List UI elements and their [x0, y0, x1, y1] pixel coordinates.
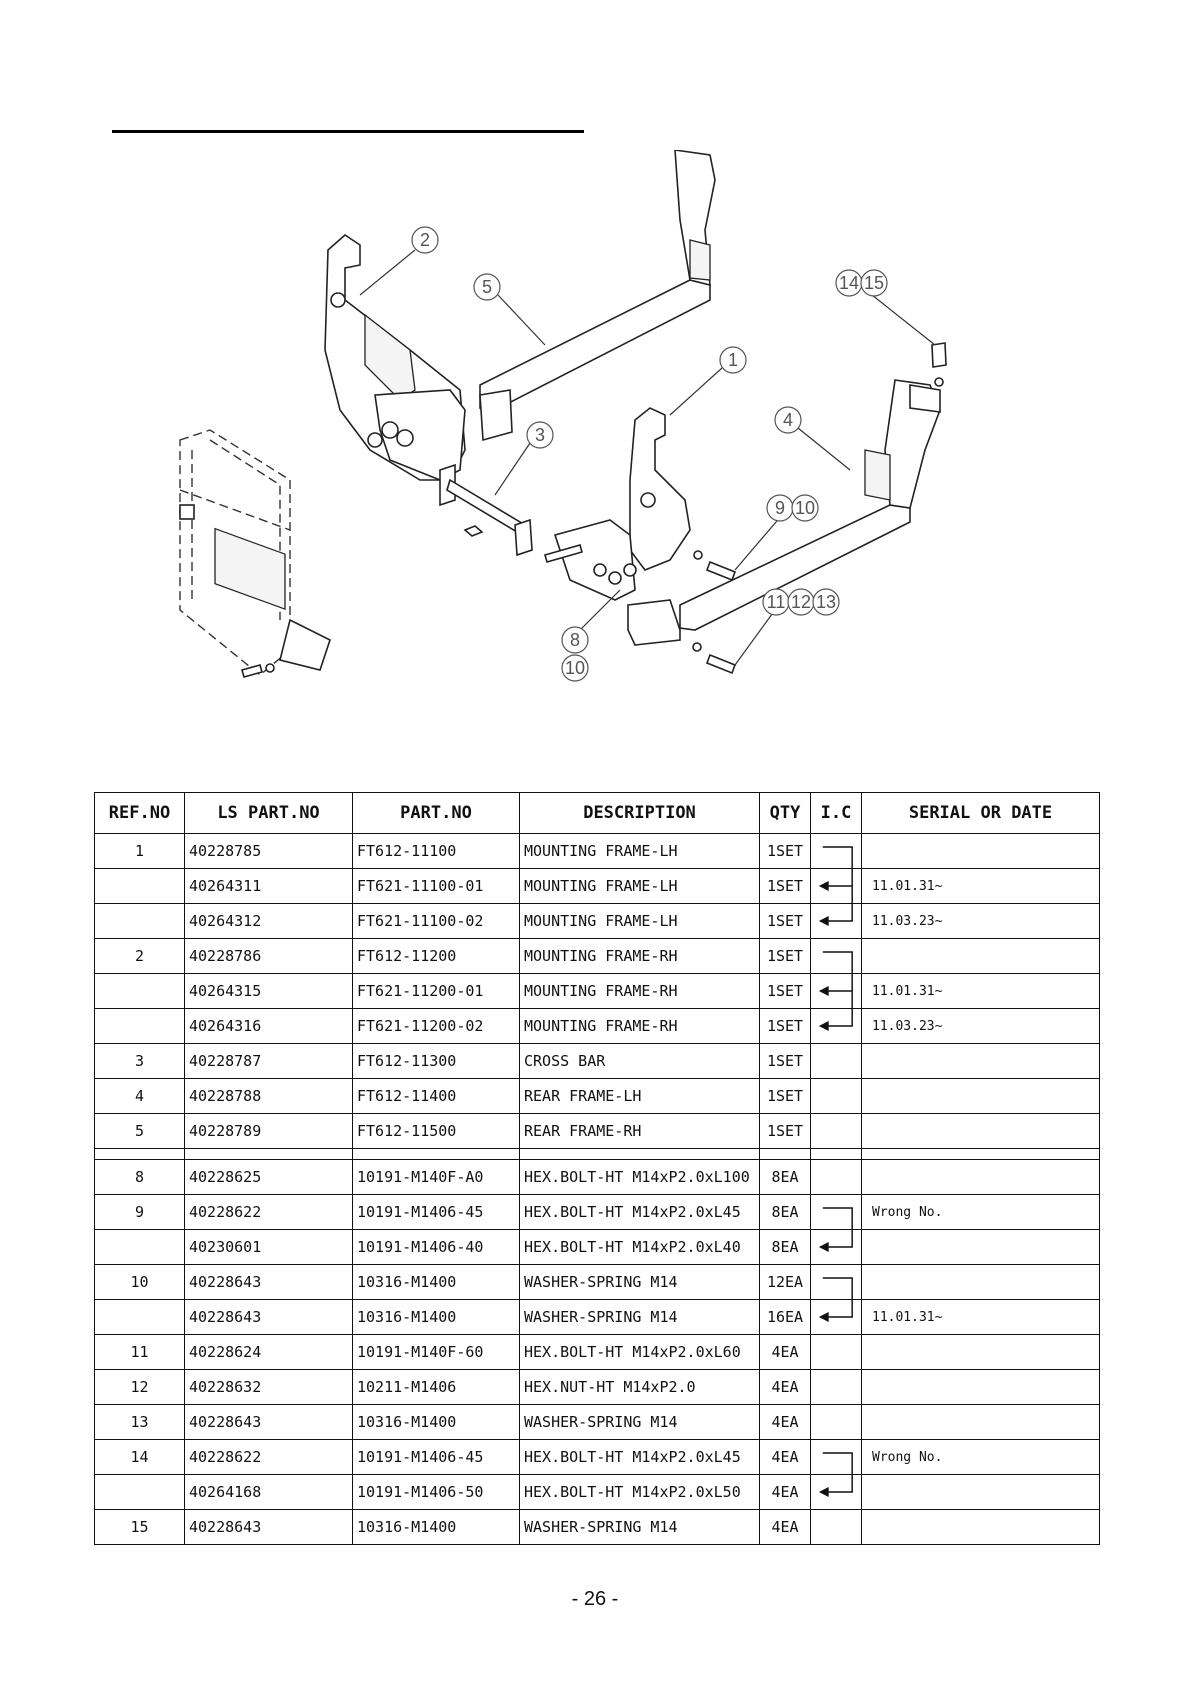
interchange-cell: [811, 1370, 862, 1405]
interchange-arrow-icon: [811, 834, 861, 868]
header-description: DESCRIPTION: [520, 793, 760, 834]
ls-part-cell: 40230601: [185, 1230, 353, 1265]
gap-cell: [185, 1149, 353, 1160]
serial-date-cell: [862, 1079, 1100, 1114]
svg-text:9: 9: [774, 498, 786, 518]
ref-cell: [95, 1009, 185, 1044]
interchange-cell: [811, 1335, 862, 1370]
svg-text:15: 15: [863, 273, 885, 293]
part-no-cell: 10316-M1400: [353, 1405, 520, 1440]
qty-cell: 8EA: [760, 1160, 811, 1195]
interchange-arrow-icon: [811, 1009, 861, 1043]
qty-cell: 8EA: [760, 1230, 811, 1265]
interchange-arrow-icon: [811, 869, 861, 903]
table-row: [95, 1044, 1100, 1079]
part-no-cell: 10316-M1400: [353, 1265, 520, 1300]
interchange-arrow-icon: [811, 1230, 861, 1264]
svg-text:3: 3: [534, 425, 546, 445]
mounting-frame-rh: [325, 235, 465, 480]
interchange-cell: [811, 1265, 862, 1300]
part-no-cell: 10191-M1406-45: [353, 1440, 520, 1475]
callout-14: [836, 270, 862, 296]
table-row: [95, 1265, 1100, 1300]
serial-date-cell: [862, 1160, 1100, 1195]
gap-cell: [862, 1149, 1100, 1160]
ref-cell: 3: [95, 1044, 185, 1079]
description-cell: HEX.BOLT-HT M14xP2.0xL40: [520, 1230, 760, 1265]
ls-part-cell: 40228622: [185, 1440, 353, 1475]
header-ref-no: REF.NO: [95, 793, 185, 834]
qty-cell: 4EA: [760, 1440, 811, 1475]
part-no-cell: 10191-M1406-50: [353, 1475, 520, 1510]
ls-part-cell: 40228643: [185, 1265, 353, 1300]
serial-date-cell: 11.01.31~: [862, 974, 1100, 1009]
interchange-arrow-icon: [811, 939, 861, 973]
description-cell: WASHER-SPRING M14: [520, 1510, 760, 1545]
interchange-cell: [811, 1044, 862, 1079]
ls-part-cell: 40228643: [185, 1405, 353, 1440]
ref-cell: 15: [95, 1510, 185, 1545]
serial-date-cell: 11.01.31~: [862, 869, 1100, 904]
svg-text:5: 5: [481, 277, 493, 297]
interchange-cell: [811, 1160, 862, 1195]
ref-cell: [95, 1475, 185, 1510]
callout-10-upper: [792, 495, 818, 521]
interchange-arrow-icon: [811, 1195, 861, 1229]
table-row: [95, 1195, 1100, 1230]
header-part-no: PART.NO: [353, 793, 520, 834]
serial-date-cell: Wrong No.: [862, 1440, 1100, 1475]
bolt-front: [242, 664, 274, 677]
interchange-cell: [811, 1510, 862, 1545]
table-row: [95, 1230, 1100, 1265]
description-cell: HEX.BOLT-HT M14xP2.0xL100: [520, 1160, 760, 1195]
qty-cell: 1SET: [760, 1079, 811, 1114]
table-gap-row: [95, 1149, 1100, 1160]
interchange-arrow-icon: [811, 1440, 861, 1474]
serial-date-cell: [862, 1044, 1100, 1079]
callout-10-lower: [562, 655, 588, 681]
parts-table: [94, 792, 1100, 1545]
description-cell: HEX.NUT-HT M14xP2.0: [520, 1370, 760, 1405]
serial-date-cell: [862, 1335, 1100, 1370]
description-cell: MOUNTING FRAME-RH: [520, 974, 760, 1009]
gap-cell: [520, 1149, 760, 1160]
title-underline: [112, 130, 584, 133]
interchange-arrow-icon: [811, 974, 861, 1008]
serial-date-cell: [862, 834, 1100, 869]
serial-date-cell: [862, 939, 1100, 974]
qty-cell: 1SET: [760, 904, 811, 939]
interchange-cell: [811, 1114, 862, 1149]
part-no-cell: FT612-11300: [353, 1044, 520, 1079]
table-row: [95, 834, 1100, 869]
part-no-cell: FT612-11100: [353, 834, 520, 869]
part-no-cell: FT612-11500: [353, 1114, 520, 1149]
interchange-cell: [811, 1440, 862, 1475]
serial-date-cell: [862, 1405, 1100, 1440]
table-row: [95, 1440, 1100, 1475]
qty-cell: 1SET: [760, 974, 811, 1009]
exploded-parts-diagram: [150, 150, 1050, 750]
description-cell: CROSS BAR: [520, 1044, 760, 1079]
ls-part-cell: 40264311: [185, 869, 353, 904]
description-cell: MOUNTING FRAME-LH: [520, 869, 760, 904]
part-no-cell: 10191-M140F-A0: [353, 1160, 520, 1195]
table-header-row: [95, 793, 1100, 834]
interchange-cell: [811, 974, 862, 1009]
interchange-arrow-icon: [811, 1265, 861, 1299]
ls-part-cell: 40264315: [185, 974, 353, 1009]
qty-cell: 4EA: [760, 1370, 811, 1405]
ref-cell: 4: [95, 1079, 185, 1114]
interchange-cell: [811, 1079, 862, 1114]
description-cell: HEX.BOLT-HT M14xP2.0xL60: [520, 1335, 760, 1370]
qty-cell: 1SET: [760, 834, 811, 869]
qty-cell: 4EA: [760, 1405, 811, 1440]
interchange-cell: [811, 1195, 862, 1230]
interchange-cell: [811, 1475, 862, 1510]
part-no-cell: 10316-M1400: [353, 1510, 520, 1545]
qty-cell: 1SET: [760, 1044, 811, 1079]
ref-cell: 12: [95, 1370, 185, 1405]
part-no-cell: 10191-M1406-40: [353, 1230, 520, 1265]
header-qty: QTY: [760, 793, 811, 834]
ref-cell: [95, 904, 185, 939]
table-row: [95, 1009, 1100, 1044]
serial-date-cell: 11.01.31~: [862, 1300, 1100, 1335]
part-no-cell: 10191-M140F-60: [353, 1335, 520, 1370]
callout-12: [788, 589, 814, 615]
rear-frame-rh: [480, 150, 715, 440]
table-row: [95, 1114, 1100, 1149]
qty-cell: 16EA: [760, 1300, 811, 1335]
serial-date-cell: [862, 1265, 1100, 1300]
ref-cell: [95, 1300, 185, 1335]
qty-cell: 4EA: [760, 1510, 811, 1545]
table-row: [95, 869, 1100, 904]
ref-cell: 10: [95, 1265, 185, 1300]
table-row: [95, 1370, 1100, 1405]
description-cell: WASHER-SPRING M14: [520, 1405, 760, 1440]
svg-text:11: 11: [766, 592, 786, 612]
ref-cell: 5: [95, 1114, 185, 1149]
qty-cell: 1SET: [760, 1009, 811, 1044]
ref-cell: [95, 1230, 185, 1265]
serial-date-cell: 11.03.23~: [862, 1009, 1100, 1044]
part-no-cell: FT621-11200-02: [353, 1009, 520, 1044]
ls-part-cell: 40228625: [185, 1160, 353, 1195]
table-row: [95, 1160, 1100, 1195]
interchange-cell: [811, 1300, 862, 1335]
callout-15: [861, 270, 887, 296]
ref-cell: 1: [95, 834, 185, 869]
ref-cell: 8: [95, 1160, 185, 1195]
callout-8: [562, 627, 588, 653]
ref-cell: 9: [95, 1195, 185, 1230]
description-cell: HEX.BOLT-HT M14xP2.0xL50: [520, 1475, 760, 1510]
ls-part-cell: 40264168: [185, 1475, 353, 1510]
ls-part-cell: 40228643: [185, 1300, 353, 1335]
part-no-cell: FT621-11200-01: [353, 974, 520, 1009]
table-row: [95, 1475, 1100, 1510]
part-no-cell: 10316-M1400: [353, 1300, 520, 1335]
parts-table-body: [95, 834, 1100, 1545]
svg-text:1: 1: [727, 350, 739, 370]
description-cell: HEX.BOLT-HT M14xP2.0xL45: [520, 1440, 760, 1475]
svg-text:13: 13: [815, 592, 837, 612]
interchange-cell: [811, 1009, 862, 1044]
serial-date-cell: [862, 1230, 1100, 1265]
gap-cell: [811, 1149, 862, 1160]
serial-date-cell: [862, 1475, 1100, 1510]
cross-bar: [440, 465, 532, 555]
qty-cell: 4EA: [760, 1475, 811, 1510]
interchange-cell: [811, 904, 862, 939]
interchange-cell: [811, 939, 862, 974]
ref-cell: [95, 974, 185, 1009]
part-no-cell: 10191-M1406-45: [353, 1195, 520, 1230]
svg-text:4: 4: [782, 410, 794, 430]
header-ic: I.C: [811, 793, 862, 834]
front-frame-phantom: [180, 430, 330, 675]
ls-part-cell: 40228788: [185, 1079, 353, 1114]
description-cell: WASHER-SPRING M14: [520, 1265, 760, 1300]
part-no-cell: FT621-11100-01: [353, 869, 520, 904]
ls-part-cell: 40228643: [185, 1510, 353, 1545]
header-ls-part-no: LS PART.NO: [185, 793, 353, 834]
serial-date-cell: [862, 1114, 1100, 1149]
ref-cell: 11: [95, 1335, 185, 1370]
table-row: [95, 939, 1100, 974]
svg-text:8: 8: [569, 630, 581, 650]
serial-date-cell: 11.03.23~: [862, 904, 1100, 939]
callout-4: [775, 407, 801, 433]
ls-part-cell: 40228787: [185, 1044, 353, 1079]
serial-date-cell: [862, 1370, 1100, 1405]
table-row: [95, 1079, 1100, 1114]
qty-cell: 8EA: [760, 1195, 811, 1230]
ref-cell: 14: [95, 1440, 185, 1475]
qty-cell: 1SET: [760, 869, 811, 904]
serial-date-cell: Wrong No.: [862, 1195, 1100, 1230]
page-number: - 26 -: [571, 1588, 619, 1610]
qty-cell: 12EA: [760, 1265, 811, 1300]
table-row: [95, 1335, 1100, 1370]
interchange-cell: [811, 1405, 862, 1440]
svg-text:10: 10: [794, 498, 816, 518]
svg-text:2: 2: [419, 230, 431, 250]
ref-cell: [95, 869, 185, 904]
ls-part-cell: 40264316: [185, 1009, 353, 1044]
interchange-cell: [811, 1230, 862, 1265]
callout-1: [720, 347, 746, 373]
ls-part-cell: 40264312: [185, 904, 353, 939]
callout-3: [527, 422, 553, 448]
interchange-arrow-icon: [811, 1300, 861, 1334]
table-row: [95, 974, 1100, 1009]
interchange-cell: [811, 869, 862, 904]
part-no-cell: FT612-11400: [353, 1079, 520, 1114]
table-row: [95, 1405, 1100, 1440]
interchange-cell: [811, 834, 862, 869]
table-row: [95, 1510, 1100, 1545]
callout-2: [412, 227, 438, 253]
description-cell: HEX.BOLT-HT M14xP2.0xL45: [520, 1195, 760, 1230]
part-no-cell: FT621-11100-02: [353, 904, 520, 939]
callout-11: [763, 589, 789, 615]
table-row: [95, 904, 1100, 939]
ls-part-cell: 40228785: [185, 834, 353, 869]
ls-part-cell: 40228789: [185, 1114, 353, 1149]
qty-cell: 1SET: [760, 1114, 811, 1149]
callout-5: [474, 274, 500, 300]
mounting-frame-lh: [545, 408, 690, 600]
svg-text:14: 14: [838, 273, 860, 293]
header-serial-or-date: SERIAL OR DATE: [862, 793, 1100, 834]
qty-cell: 1SET: [760, 939, 811, 974]
gap-cell: [353, 1149, 520, 1160]
description-cell: MOUNTING FRAME-LH: [520, 904, 760, 939]
description-cell: REAR FRAME-RH: [520, 1114, 760, 1149]
callout-9: [767, 495, 793, 521]
description-cell: MOUNTING FRAME-LH: [520, 834, 760, 869]
svg-text:10: 10: [564, 658, 586, 678]
svg-text:12: 12: [790, 592, 812, 612]
qty-cell: 4EA: [760, 1335, 811, 1370]
ls-part-cell: 40228632: [185, 1370, 353, 1405]
table-row: [95, 1300, 1100, 1335]
gap-cell: [760, 1149, 811, 1160]
part-no-cell: 10211-M1406: [353, 1370, 520, 1405]
ref-cell: 13: [95, 1405, 185, 1440]
ls-part-cell: 40228624: [185, 1335, 353, 1370]
description-cell: MOUNTING FRAME-RH: [520, 1009, 760, 1044]
serial-date-cell: [862, 1510, 1100, 1545]
interchange-arrow-icon: [811, 1475, 861, 1509]
gap-cell: [95, 1149, 185, 1160]
callout-13: [813, 589, 839, 615]
interchange-arrow-icon: [811, 904, 861, 938]
description-cell: WASHER-SPRING M14: [520, 1300, 760, 1335]
ls-part-cell: 40228786: [185, 939, 353, 974]
part-no-cell: FT612-11200: [353, 939, 520, 974]
ls-part-cell: 40228622: [185, 1195, 353, 1230]
ref-cell: 2: [95, 939, 185, 974]
description-cell: REAR FRAME-LH: [520, 1079, 760, 1114]
description-cell: MOUNTING FRAME-RH: [520, 939, 760, 974]
